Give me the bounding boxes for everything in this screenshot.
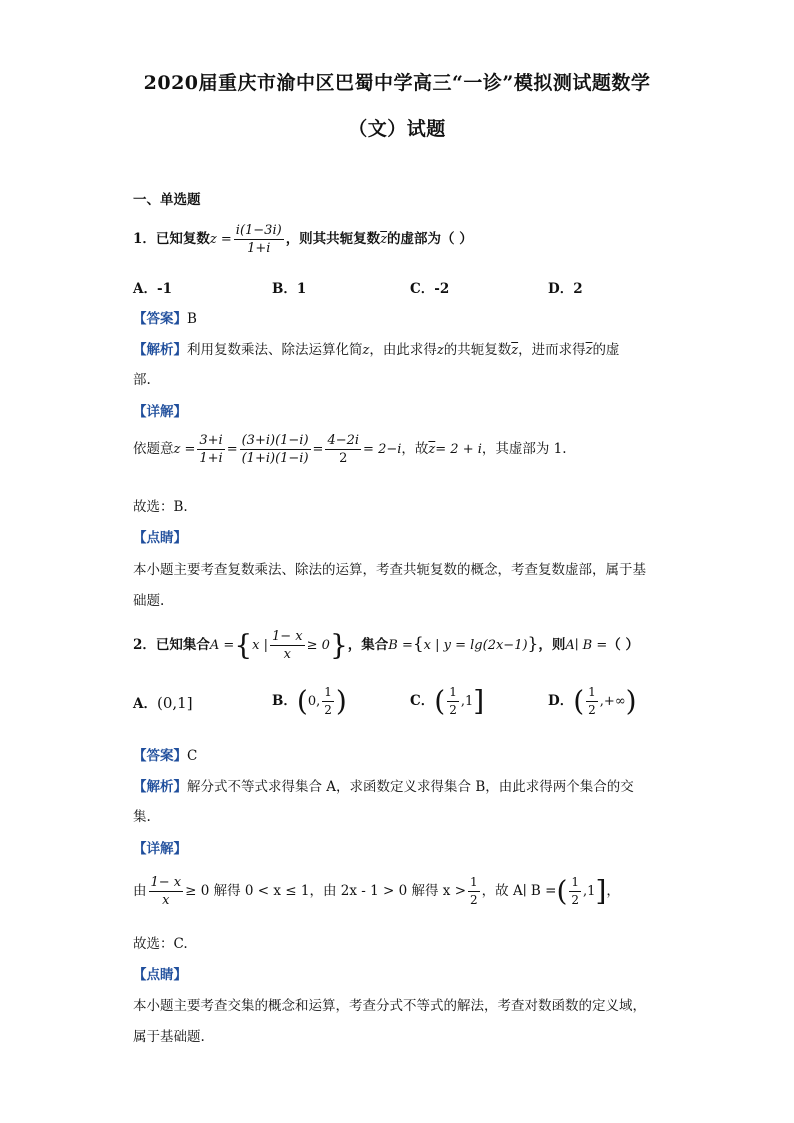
math-expression: = 2−i (363, 442, 402, 457)
stem-text: 已知集合 (155, 637, 210, 653)
option-label: D． (548, 281, 574, 297)
option-text: -2 (434, 281, 450, 297)
analysis-text: ，由此求得 (369, 342, 437, 358)
analysis-text: 利用复数乘法、除法运算化简 (187, 342, 363, 358)
fraction (468, 874, 480, 909)
answer-value: C (187, 748, 198, 764)
stem-text: ，则其共轭复数 (285, 231, 381, 247)
detail-text: ，故 (401, 441, 429, 457)
answer-value: B (187, 311, 197, 327)
math-expression: x | y = lg(2x−1) (423, 638, 528, 653)
option-text: 1 (296, 281, 307, 297)
left-paren: ( (573, 684, 585, 718)
right-paren: ) (625, 684, 637, 718)
left-brace: { (234, 628, 253, 662)
question-2-stem (133, 628, 639, 663)
comment-line-1: 本小题主要考查复数乘法、除法的运算，考查共轭复数的概念，考查复数虚部，属于基 (133, 562, 646, 578)
fraction-numerator: 1 (447, 684, 459, 702)
equals: = (226, 442, 238, 457)
answer-line (133, 307, 197, 327)
analysis-line (133, 338, 619, 358)
left-paren: ( (296, 684, 308, 718)
fraction-denominator: x (162, 893, 170, 908)
choice-line: 故选：B. (133, 499, 188, 515)
fraction-numerator: 1 (586, 684, 598, 702)
right-brace: } (329, 628, 348, 662)
option-b (272, 277, 306, 297)
fraction (586, 684, 598, 719)
fraction-denominator: 1+i (199, 451, 223, 466)
analysis-text: ，进而求得 (518, 342, 586, 358)
comment-line-1: 本小题主要考查交集的概念和运算，考查分式不等式的解法，考查对数函数的定义域， (133, 998, 646, 1014)
answer-tag: 【答案】 (133, 311, 187, 327)
stem-text: 的虚部为（ ） (387, 231, 473, 247)
fraction-numerator: i(1−3i) (235, 223, 282, 238)
fraction (234, 222, 284, 257)
fraction-denominator: 2 (324, 703, 332, 717)
fraction-numerator: 4−2i (327, 433, 360, 448)
document-title-line1: 2020届重庆市渝中区巴蜀中学高三“一诊”模拟测试题数学 (143, 72, 651, 94)
analysis-line (133, 775, 634, 795)
fraction-numerator: 1 (322, 684, 334, 702)
right-brace: } (527, 634, 539, 654)
fraction (270, 628, 305, 663)
option-label: C． (410, 281, 435, 297)
option-text: 0, (307, 694, 321, 709)
question-1-stem (133, 222, 473, 257)
fraction-denominator: 2 (571, 893, 580, 907)
fraction-numerator: 1− x (272, 629, 303, 644)
option-text: 2 (573, 281, 583, 297)
math-zbar: $\overline{z}$ (428, 442, 436, 457)
fraction-denominator: x (283, 647, 291, 662)
fraction-numerator: 3+i (199, 433, 223, 448)
option-label: B． (272, 693, 297, 709)
math-expression: A∣ B = (565, 638, 608, 653)
detail-text: ， (606, 883, 620, 899)
left-paren: ( (556, 874, 568, 908)
math-z: z (436, 343, 444, 358)
answer-line (133, 744, 197, 764)
analysis-text: 解分式不等式求得集合 A，求函数定义求得集合 B，由此求得两个集合的交 (187, 779, 634, 795)
fraction (240, 432, 311, 467)
stem-text: 已知复数 (155, 231, 210, 247)
math-zbar: $\overline{z}$ (585, 343, 593, 358)
option-b (272, 684, 347, 719)
option-a (133, 692, 193, 712)
detail-text: ，故 A∣ B = (481, 883, 557, 899)
option-text: ,+∞ (599, 694, 626, 709)
option-label: C． (410, 693, 435, 709)
analysis-tag: 【解析】 (133, 342, 187, 358)
detail-text: ，其虚部为 1. (481, 441, 567, 457)
comment-line-2: 础题. (133, 593, 165, 609)
option-text: ,1 (460, 694, 474, 709)
math-zbar: $\overline{z}$ (511, 343, 519, 358)
question-number: 1． (133, 231, 156, 247)
option-text: (0,1] (156, 694, 193, 712)
right-bracket: ] (473, 684, 485, 718)
math-expression: ≥ 0 (306, 638, 330, 653)
stem-text: （ ） (607, 637, 639, 653)
stem-text: ，则 (538, 637, 566, 653)
math-z: z = (209, 232, 232, 247)
math-expression: = 2 + i (435, 442, 482, 457)
math-z: z = (173, 442, 196, 457)
math-a: A = (209, 638, 235, 653)
math-z: z (362, 343, 370, 358)
option-d (548, 277, 583, 297)
document-title-line2: （文）试题 (348, 118, 446, 140)
answer-tag: 【答案】 (133, 748, 187, 764)
left-paren: ( (434, 684, 446, 718)
question-number: 2． (133, 637, 156, 653)
stem-text: ，集合 (347, 637, 389, 653)
right-bracket: ] (595, 874, 607, 908)
analysis-line-2: 集. (133, 809, 151, 825)
detail-solution (133, 874, 620, 909)
detail-text: ≥ 0 解得 0 < x ≤ 1，由 2x - 1 > 0 解得 x > (185, 883, 467, 899)
option-text: -1 (156, 281, 172, 297)
fraction (322, 684, 334, 719)
choice-line: 故选：C. (133, 936, 188, 952)
comment-line-2: 属于基础题. (133, 1029, 205, 1045)
math-expression: ,1 (583, 884, 596, 899)
fraction-numerator: (3+i)(1−i) (241, 433, 309, 448)
fraction-numerator: 1− x (150, 875, 182, 890)
analysis-text: 的虚 (592, 342, 620, 358)
fraction-denominator: 1+i (247, 241, 271, 256)
fraction-denominator: 2 (339, 451, 348, 466)
comment-tag: 【点睛】 (133, 967, 187, 983)
math-zbar: $\overline{z}$ (380, 232, 388, 247)
analysis-tag: 【解析】 (133, 779, 187, 795)
fraction-denominator: 2 (449, 703, 457, 717)
option-label: A． (133, 696, 157, 712)
fraction-denominator: 2 (470, 893, 478, 907)
fraction (325, 432, 361, 467)
fraction (149, 874, 184, 909)
section-heading: 一、单选题 (133, 192, 201, 208)
fraction (569, 874, 581, 909)
equals: = (312, 442, 324, 457)
analysis-text: 的共轭复数 (443, 342, 512, 358)
option-d (548, 684, 637, 719)
detail-text: 由 (133, 883, 147, 899)
left-brace: { (412, 634, 424, 654)
math-expression: x | (252, 638, 268, 653)
option-c (410, 277, 449, 297)
option-label: B． (272, 281, 297, 297)
fraction-numerator: 1 (468, 874, 480, 892)
detail-solution (133, 432, 567, 467)
fraction-numerator: 1 (569, 874, 581, 892)
detail-tag: 【详解】 (133, 841, 187, 857)
comment-tag: 【点睛】 (133, 530, 187, 546)
right-paren: ) (335, 684, 347, 718)
option-label: A． (133, 281, 157, 297)
option-a (133, 277, 172, 297)
option-label: D． (548, 693, 574, 709)
math-b: B = (388, 638, 413, 653)
detail-tag: 【详解】 (133, 404, 187, 420)
fraction-denominator: (1+i)(1−i) (241, 451, 309, 466)
detail-text: 依题意 (133, 441, 174, 457)
fraction (197, 432, 224, 467)
fraction-denominator: 2 (588, 703, 596, 717)
fraction (447, 684, 459, 719)
option-c (410, 684, 484, 719)
analysis-line-2: 部. (133, 372, 151, 388)
